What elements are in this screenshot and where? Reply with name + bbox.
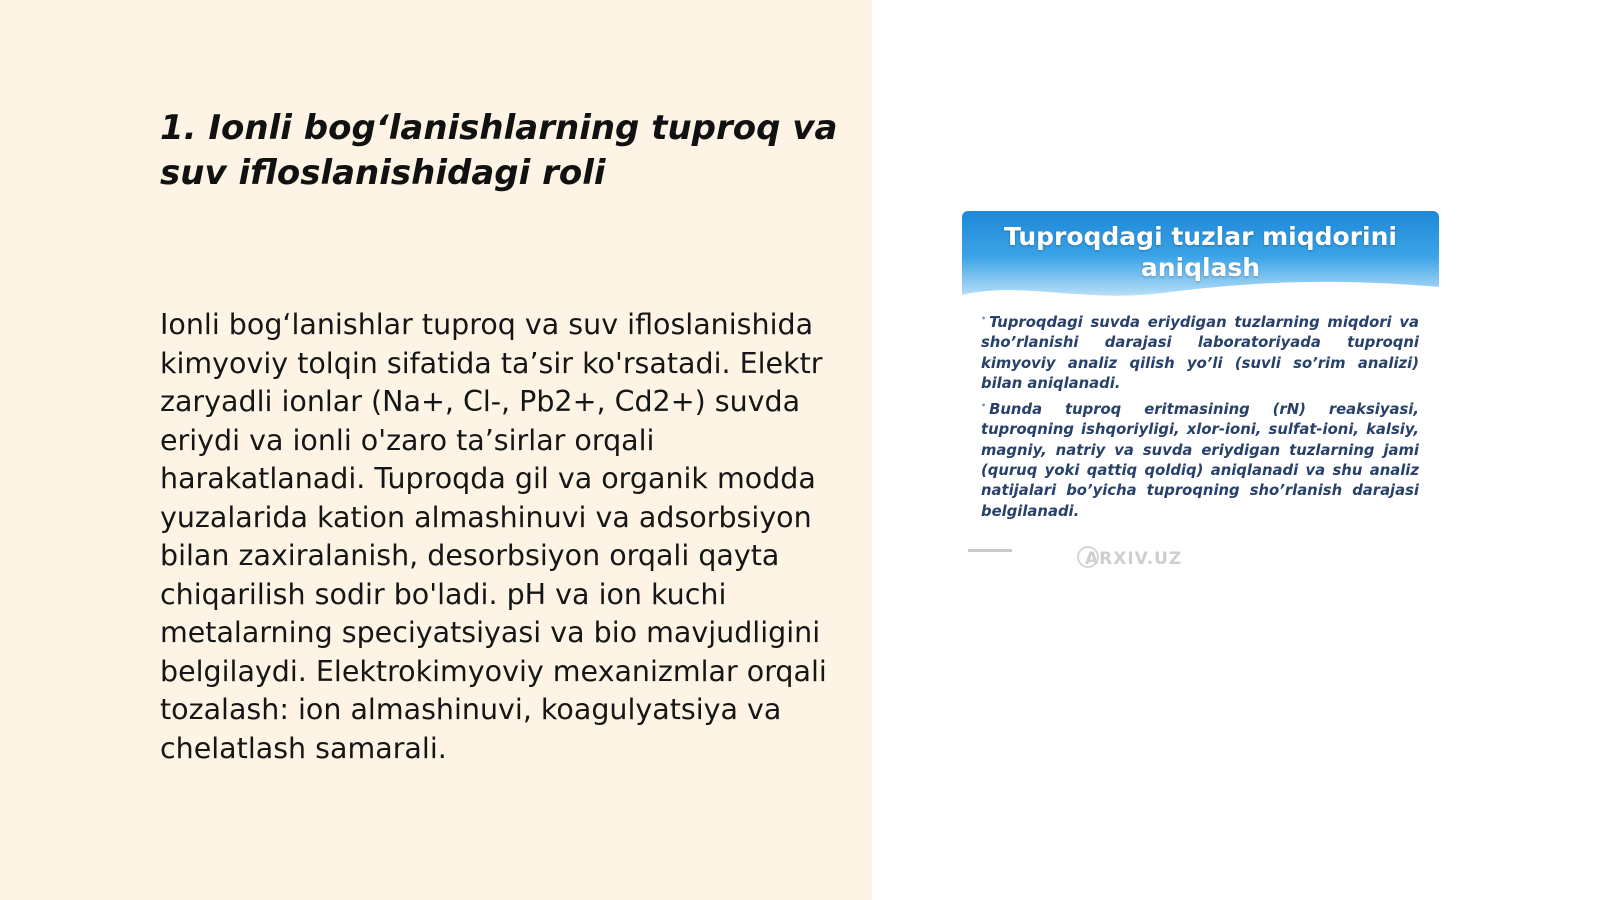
bullet-dot-icon: • [981,314,987,323]
figure-header [962,211,1439,311]
slide-body-text: Ionli bog‘lanishlar tuproq va suv ifloslanishida kimyoviy tolqin sifatida ta’sir ko'rsatadi. Elektr zaryadli ionlar (Na+, Cl-, Pb2+, Cd2+) suvda eriydi va ionli o'zaro ta’sirlar orqali harakatlanadi. Tuproqda gil va organik modda yuzalarida kation almashinuvi va adsorbsiyon bilan zaxiralanish, desorbsiyon orqali qayta chiqarilish sodir bo'ladi. pH va ion kuchi metalarning speciyatsiyasi va bio mavjudligini belgilaydi. Elektrokimyoviy mexanizmlar orqali tozalash: ion almashinuvi, koagulyatsiya va chelatlash samarali. [160,308,827,765]
figure-bullet: • Tuproqdagi suvda eriydigan tuzlarning miqdori va sho’rlanishi darajasi laboratoriyada tuproqni kimyoviy analiz qilish yo’li (suvli so’rim analizi) bilan aniqlanadi. [981,313,1419,392]
footer-mark [968,549,1012,552]
figure-bullet: • Bunda tuproq eritmasining (rN) reaksiyasi, tuproqning ishqoriyligi, xlor-ioni, sulfat-ioni, kalsiy, magniy, natriy va suvda eriydigan tuzlarning jami (quruq yoki qattiq qoldiq) aniqlanadi va shu analiz natijalari bo’yicha tuproqning sho’rlanish darajasi belgilanadi. [981,401,1419,520]
embedded-slide-image [962,211,1439,586]
figure-title: Tuproqdagi tuzlar miqdorini aniqlash [1004,222,1397,282]
watermark-logo: ARXIV.UZ [1077,546,1182,569]
figure-bullet-list [981,309,1419,524]
slide-title: 1. Ionli bog‘lanishlarning tuproq va suv ifloslanishidagi roli [160,108,838,193]
bullet-dot-icon: • [981,401,987,411]
